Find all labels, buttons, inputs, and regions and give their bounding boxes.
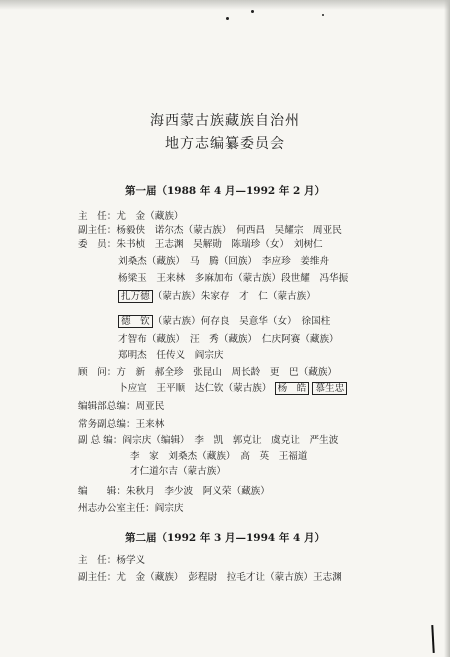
entry-line: 主 任：尤 金（藏族） bbox=[78, 211, 184, 222]
entry-line: 刘桑杰（藏族） 马 腾（回族） 李应珍 姜维舟 bbox=[118, 256, 330, 267]
entry-line: 编 辑：朱秋月 李少波 阿义荣（藏族） bbox=[78, 486, 270, 497]
session-2-heading: 第二届（1992 年 3 月—1994 年 4 月） bbox=[125, 532, 325, 544]
entry-line: 州志办公室主任：阎宗庆 bbox=[78, 503, 184, 514]
entry-line: 郑明杰 任传义 阎宗庆 bbox=[118, 350, 224, 361]
entry-line: 才仁道尔吉（蒙古族） bbox=[130, 466, 226, 477]
scan-right-edge bbox=[444, 0, 450, 657]
entry-line bbox=[118, 384, 347, 394]
session-1-heading: 第一届（1988 年 4 月—1992 年 2 月） bbox=[125, 185, 325, 197]
entry-line: 副 总 编：阎宗庆（编辑） 李 凯 郭克让 虞克让 严生波 bbox=[78, 435, 339, 446]
entry-text: （蒙古族）朱家存 才 仁（蒙古族） bbox=[152, 291, 316, 302]
entry-line: 才智布（藏族） 汪 秀（藏族） 仁庆阿赛（藏族） bbox=[118, 334, 339, 345]
scan-top-edge bbox=[0, 0, 450, 10]
boxed-name: 杨 皓 bbox=[275, 382, 310, 395]
entry-line bbox=[118, 292, 316, 302]
entry-line: 委 员：朱书桢 王志渊 吴解勋 陈瑞珍（女） 刘树仁 bbox=[78, 239, 323, 250]
entry-line: 李 家 刘桑杰（藏族） 高 英 王福道 bbox=[130, 451, 308, 462]
page-title-line-1: 海西蒙古族藏族自治州 bbox=[150, 113, 300, 129]
scan-mark bbox=[431, 625, 434, 653]
scan-speck bbox=[251, 10, 254, 13]
page-title-line-2: 地方志编纂委员会 bbox=[165, 136, 285, 152]
entry-line: 编辑部总编：周亚民 bbox=[78, 401, 165, 412]
entry-line: 副主任：尤 金（藏族） 彭程尉 拉毛才让（蒙古族）王志渊 bbox=[78, 572, 342, 583]
entry-text: （蒙古族）何存良 吴意华（女） 徐国柱 bbox=[152, 316, 331, 327]
entry-line: 副主任：杨毅侠 诺尔杰（蒙古族） 何西昌 吴耀宗 周亚民 bbox=[78, 225, 342, 236]
boxed-name: 慕生忠 bbox=[312, 382, 347, 395]
entry-line: 杨梁玉 王来林 多麻加布（蒙古族）段世耀 冯华振 bbox=[118, 273, 349, 284]
scan-speck bbox=[322, 14, 324, 16]
entry-line: 顾 问：方 新 郝全珍 张昆山 周长龄 更 巴（藏族） bbox=[78, 367, 338, 378]
entry-line bbox=[118, 317, 330, 327]
entry-text: 卜应宣 王平顺 达仁钦（蒙古族） bbox=[118, 383, 272, 394]
boxed-name: 德 钦 bbox=[118, 315, 153, 328]
boxed-name: 扎万德 bbox=[118, 290, 153, 303]
entry-line: 主 任：杨学义 bbox=[78, 555, 146, 566]
scan-speck bbox=[226, 17, 229, 20]
entry-line: 常务副总编：王来林 bbox=[78, 419, 165, 430]
